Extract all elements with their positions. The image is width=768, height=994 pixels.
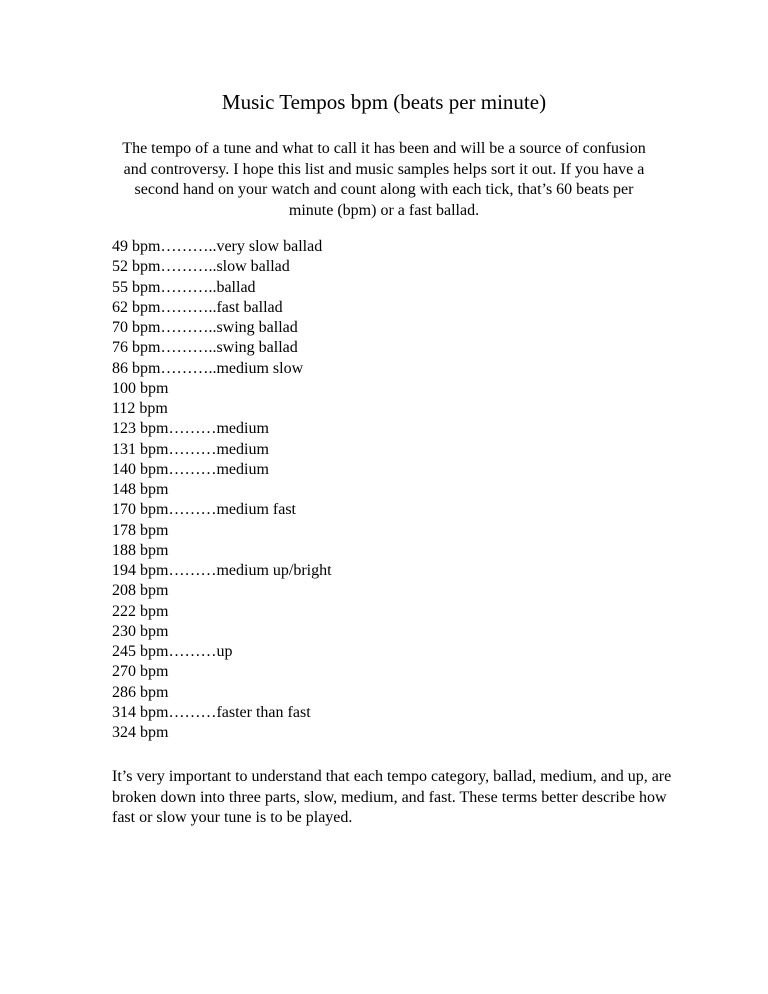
tempo-leader-dots: ……… — [168, 703, 217, 721]
tempo-label: medium — [216, 440, 269, 458]
tempo-row — [112, 683, 332, 703]
tempo-bpm: 76 bpm — [112, 339, 161, 357]
tempo-leader-dots: ……….. — [160, 258, 217, 276]
tempo-list — [112, 237, 332, 743]
tempo-leader-dots: ……… — [168, 460, 217, 478]
tempo-label: very slow ballad — [216, 238, 323, 255]
tempo-bpm: 188 bpm — [112, 541, 169, 559]
tempo-row — [112, 723, 332, 743]
tempo-label: swing ballad — [216, 339, 298, 357]
tempo-row — [112, 500, 332, 520]
tempo-leader-dots: ……… — [168, 420, 217, 438]
tempo-row — [112, 480, 332, 500]
tempo-row — [112, 642, 332, 662]
tempo-label: medium — [216, 460, 269, 478]
tempo-row — [112, 581, 332, 601]
tempo-bpm: 245 bpm — [112, 643, 169, 660]
tempo-label: swing ballad — [216, 319, 298, 336]
tempo-bpm: 170 bpm — [112, 501, 169, 519]
tempo-row — [112, 703, 332, 723]
tempo-leader-dots: ……….. — [160, 359, 217, 377]
tempo-bpm: 52 bpm — [112, 258, 161, 276]
tempo-label: up — [216, 643, 233, 660]
tempo-row — [112, 460, 332, 480]
tempo-row — [112, 561, 332, 581]
intro-paragraph: The tempo of a tune and what to call it has been and will be a source of confusion and controversy. I hope this list and music samples helps sort it out. If you have a second hand on your watch and count along with each tick, that’s 60 beats per minute (bpm) or a fast ballad. — [122, 140, 646, 219]
tempo-row — [112, 338, 332, 358]
tempo-bpm: 49 bpm — [112, 238, 161, 255]
tempo-leader-dots: ……… — [168, 501, 217, 519]
tempo-label: medium — [216, 420, 269, 438]
tempo-label: medium up/bright — [216, 562, 332, 579]
tempo-leader-dots: ……… — [168, 562, 217, 579]
tempo-bpm: 62 bpm — [112, 298, 161, 316]
tempo-bpm: 86 bpm — [112, 359, 161, 377]
tempo-bpm: 222 bpm — [112, 602, 169, 620]
tempo-label: medium fast — [216, 501, 296, 519]
tempo-bpm: 324 bpm — [112, 724, 169, 741]
tempo-leader-dots: ……… — [168, 643, 217, 660]
tempo-row — [112, 379, 332, 399]
tempo-label: medium slow — [216, 359, 304, 377]
page-title: Music Tempos bpm (beats per minute) — [221, 90, 547, 114]
tempo-row — [112, 257, 332, 277]
tempo-bpm: 131 bpm — [112, 440, 169, 458]
tempo-bpm: 140 bpm — [112, 460, 169, 478]
tempo-bpm: 270 bpm — [112, 663, 169, 681]
tempo-bpm: 148 bpm — [112, 481, 169, 498]
tempo-label: slow ballad — [216, 258, 290, 276]
tempo-label: ballad — [216, 278, 256, 296]
tempo-bpm: 314 bpm — [112, 703, 169, 721]
tempo-bpm: 286 bpm — [112, 683, 169, 701]
tempo-row — [112, 359, 332, 379]
tempo-leader-dots: ……….. — [160, 278, 217, 296]
tempo-row — [112, 602, 332, 622]
tempo-bpm: 123 bpm — [112, 420, 169, 438]
tempo-label: fast ballad — [216, 298, 283, 316]
closing-paragraph: It’s very important to understand that each tempo category, ballad, medium, and up, are broken down into three parts, slow, medium, and fast. These terms better describe how fast or slow your tune is to be played. — [112, 768, 672, 826]
tempo-leader-dots: ……… — [168, 440, 217, 458]
tempo-row — [112, 318, 332, 338]
tempo-row — [112, 399, 332, 419]
tempo-bpm: 112 bpm — [112, 400, 168, 417]
tempo-leader-dots: ……….. — [160, 298, 217, 316]
tempo-row — [112, 440, 332, 460]
tempo-bpm: 178 bpm — [112, 521, 169, 539]
tempo-bpm: 100 bpm — [112, 379, 169, 397]
tempo-row — [112, 541, 332, 561]
tempo-label: faster than fast — [216, 703, 311, 721]
tempo-row — [112, 298, 332, 318]
tempo-leader-dots: ……….. — [160, 238, 217, 255]
tempo-row — [112, 237, 332, 257]
tempo-row — [112, 662, 332, 682]
tempo-row — [112, 419, 332, 439]
tempo-leader-dots: ……….. — [160, 339, 217, 357]
tempo-leader-dots: ……….. — [160, 319, 217, 336]
tempo-bpm: 70 bpm — [112, 319, 161, 336]
tempo-bpm: 194 bpm — [112, 562, 169, 579]
tempo-bpm: 208 bpm — [112, 582, 169, 600]
tempo-bpm: 55 bpm — [112, 278, 161, 296]
tempo-row — [112, 278, 332, 298]
tempo-row — [112, 521, 332, 541]
tempo-bpm: 230 bpm — [112, 622, 169, 640]
tempo-row — [112, 622, 332, 642]
